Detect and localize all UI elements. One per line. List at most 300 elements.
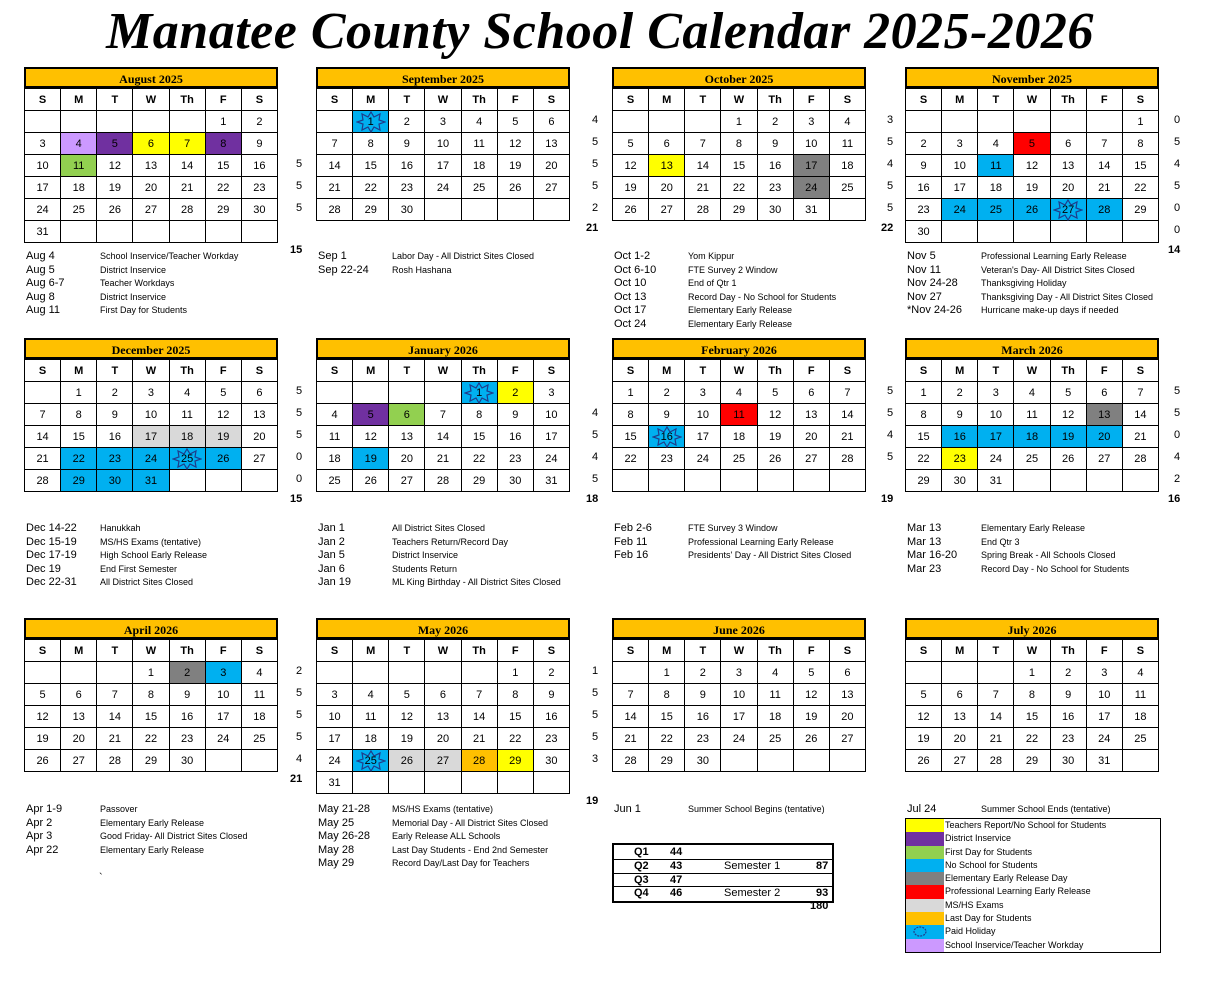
day-cell: 23 (169, 728, 205, 750)
day-cell (353, 662, 389, 684)
day-cell (389, 382, 425, 404)
note-item (26, 304, 238, 318)
month-grid (905, 639, 1159, 772)
day-cell: 18 (61, 177, 97, 199)
day-cell: 9 (533, 684, 569, 706)
month-total: 19 (586, 795, 599, 807)
day-cell (205, 750, 241, 772)
week-total: 4 (887, 158, 894, 170)
day-cell: 21 (685, 177, 721, 199)
day-cell (133, 221, 169, 243)
note-item (614, 522, 851, 536)
legend-label: First Day for Students (945, 846, 1033, 857)
day-cell: 18 (1122, 706, 1158, 728)
note-text: ML King Birthday - All District Sites Closed (392, 577, 561, 588)
month-total: 16 (1168, 493, 1181, 505)
week-row (317, 706, 570, 728)
week-total: 5 (1174, 407, 1181, 419)
day-cell: 26 (497, 177, 533, 199)
week-row (317, 133, 570, 155)
day-cell: 10 (1086, 684, 1122, 706)
week-total: 0 (296, 451, 303, 463)
note-text: School Inservice/Teacher Workday (100, 251, 239, 261)
day-cell: 7 (829, 382, 865, 404)
day-cell (97, 111, 133, 133)
day-cell: 21 (97, 728, 133, 750)
day-cell: 29 (133, 750, 169, 772)
day-cell: 2 (906, 133, 942, 155)
day-cell: 1 (61, 382, 97, 404)
day-cell: 7 (613, 684, 649, 706)
day-cell: 1 (205, 111, 241, 133)
weekday-header: F (1086, 89, 1122, 111)
day-cell: 30 (906, 221, 942, 243)
weekday-header: S (906, 89, 942, 111)
day-cell: 29 (205, 199, 241, 221)
note-date: Mar 16-20 (907, 549, 958, 562)
day-cell: 20 (389, 448, 425, 470)
note-item (26, 563, 207, 577)
week-total: 4 (592, 451, 599, 463)
week-total: 5 (887, 385, 894, 397)
note-date: May 29 (318, 857, 355, 870)
day-cell (241, 750, 277, 772)
note-item (26, 522, 207, 536)
note-text: Record Day/Last Day for Teachers (392, 858, 530, 869)
day-cell: 25 (1014, 448, 1050, 470)
day-cell: 7 (1122, 382, 1158, 404)
weekday-header: T (97, 360, 133, 382)
day-cell: 17 (685, 426, 721, 448)
weekday-header: S (829, 640, 865, 662)
week-row (25, 448, 278, 470)
week-row (317, 426, 570, 448)
day-cell: 8 (461, 404, 497, 426)
month-title: March 2026 (905, 338, 1159, 359)
day-cell: 8 (61, 404, 97, 426)
week-total: 1 (592, 665, 599, 677)
month-january-2026 (316, 338, 570, 492)
month-grid (316, 88, 570, 221)
week-row (317, 684, 570, 706)
week-total: 4 (1174, 451, 1181, 463)
weekday-header: Th (169, 89, 205, 111)
weekday-header: M (942, 89, 978, 111)
day-cell: 5 (205, 382, 241, 404)
day-cell: 9 (649, 404, 685, 426)
day-cell (425, 382, 461, 404)
day-cell: 16 (497, 426, 533, 448)
day-cell: 28 (978, 750, 1014, 772)
legend-swatch (906, 859, 944, 872)
month-title: May 2026 (316, 618, 570, 639)
week-row (906, 133, 1159, 155)
day-cell: 8 (205, 133, 241, 155)
day-cell: 8 (1014, 684, 1050, 706)
weekday-header: S (613, 640, 649, 662)
note-text: All District Sites Closed (100, 577, 194, 588)
weekday-header: T (978, 360, 1014, 382)
day-cell: 16 (685, 706, 721, 728)
day-cell: 6 (389, 404, 425, 426)
note-date: Aug 11 (26, 304, 61, 317)
weekday-header: M (942, 640, 978, 662)
month-notes (318, 803, 548, 871)
day-cell: 5 (793, 662, 829, 684)
day-cell: 10 (425, 133, 461, 155)
day-cell: 28 (1122, 448, 1158, 470)
day-cell: 14 (169, 155, 205, 177)
month-title: June 2026 (612, 618, 866, 639)
day-cell: 28 (97, 750, 133, 772)
day-cell (1050, 221, 1086, 243)
day-cell: 28 (317, 199, 353, 221)
day-cell: 11 (169, 404, 205, 426)
day-cell: 24 (721, 728, 757, 750)
month-title: August 2025 (24, 67, 278, 88)
day-cell: 3 (317, 684, 353, 706)
day-cell: 4 (317, 404, 353, 426)
day-cell: 9 (906, 155, 942, 177)
day-cell: 19 (906, 728, 942, 750)
day-cell: 6 (133, 133, 169, 155)
weekday-header: F (793, 89, 829, 111)
day-cell: 13 (1086, 404, 1122, 426)
day-cell: 30 (685, 750, 721, 772)
day-cell (1122, 221, 1158, 243)
day-cell: 29 (353, 199, 389, 221)
day-cell: 6 (649, 133, 685, 155)
day-cell: 30 (757, 199, 793, 221)
day-cell: 11 (1014, 404, 1050, 426)
day-cell: 30 (389, 199, 425, 221)
month-april-2026 (24, 618, 278, 772)
week-total: 2 (592, 202, 599, 214)
week-row (25, 221, 278, 243)
day-cell: 11 (461, 133, 497, 155)
weekday-header: S (241, 89, 277, 111)
note-date: Jan 2 (318, 535, 345, 548)
weekday-header: T (978, 640, 1014, 662)
day-cell: 13 (1050, 155, 1086, 177)
week-row (613, 382, 866, 404)
day-cell: 5 (97, 133, 133, 155)
q2-days: 43 (670, 860, 683, 872)
week-row (906, 706, 1159, 728)
day-cell (757, 750, 793, 772)
day-cell: 6 (425, 684, 461, 706)
day-cell: 10 (721, 684, 757, 706)
day-cell: 4 (721, 382, 757, 404)
day-cell: 5 (757, 382, 793, 404)
legend-label: School Inservice/Teacher Workday (945, 939, 1084, 950)
weekday-header: Th (169, 640, 205, 662)
week-row (906, 221, 1159, 243)
day-cell: 18 (169, 426, 205, 448)
note-item (907, 277, 1153, 291)
day-cell (978, 662, 1014, 684)
week-total: 5 (592, 429, 599, 441)
week-total: 2 (1174, 473, 1181, 485)
day-cell: 8 (353, 133, 389, 155)
week-row (613, 728, 866, 750)
day-cell: 9 (942, 404, 978, 426)
day-cell: 23 (497, 448, 533, 470)
day-cell: 25 (169, 448, 205, 470)
note-item (26, 536, 207, 550)
day-cell (497, 199, 533, 221)
note-text: Rosh Hashana (392, 264, 452, 275)
day-cell: 31 (133, 470, 169, 492)
month-title: February 2026 (612, 338, 866, 359)
day-cell: 5 (25, 684, 61, 706)
day-cell: 8 (497, 684, 533, 706)
note-item (614, 549, 851, 563)
note-text: Early Release ALL Schools (392, 831, 501, 842)
day-cell: 25 (1122, 728, 1158, 750)
month-notes (614, 803, 825, 817)
day-cell: 20 (942, 728, 978, 750)
q1-label: Q1 (634, 846, 649, 858)
day-cell: 18 (1014, 426, 1050, 448)
note-item (907, 304, 1153, 318)
day-cell: 11 (757, 684, 793, 706)
day-cell: 11 (61, 155, 97, 177)
day-cell: 30 (1050, 750, 1086, 772)
note-text: Professional Learning Early Release (688, 536, 834, 547)
day-cell: 10 (25, 155, 61, 177)
note-item (318, 522, 561, 536)
day-cell: 18 (978, 177, 1014, 199)
day-cell: 16 (533, 706, 569, 728)
month-august-2025 (24, 67, 278, 243)
note-text: Yom Kippur (688, 251, 735, 261)
note-text: District Inservice (392, 550, 459, 561)
day-cell: 20 (649, 177, 685, 199)
day-cell: 24 (793, 177, 829, 199)
day-cell: 23 (649, 448, 685, 470)
day-cell: 30 (169, 750, 205, 772)
day-cell (942, 662, 978, 684)
day-cell: 4 (461, 111, 497, 133)
note-item (318, 830, 548, 844)
day-cell: 22 (133, 728, 169, 750)
note-date: Oct 17 (614, 304, 647, 317)
day-cell (829, 750, 865, 772)
weekday-header: S (906, 640, 942, 662)
weekday-header: Th (169, 360, 205, 382)
day-cell: 10 (685, 404, 721, 426)
note-item (318, 549, 561, 563)
day-cell: 13 (61, 706, 97, 728)
day-cell: 9 (1050, 684, 1086, 706)
day-cell: 22 (1122, 177, 1158, 199)
day-cell: 23 (97, 448, 133, 470)
day-cell: 17 (942, 177, 978, 199)
note-date: Apr 1-9 (26, 803, 63, 815)
day-cell (613, 662, 649, 684)
day-cell: 21 (978, 728, 1014, 750)
day-cell: 28 (685, 199, 721, 221)
day-cell: 19 (1014, 177, 1050, 199)
week-row (906, 662, 1159, 684)
weekday-header: Th (461, 360, 497, 382)
month-total: 15 (290, 244, 303, 256)
note-date: Dec 19 (26, 562, 61, 575)
day-cell (389, 662, 425, 684)
day-cell: 10 (533, 404, 569, 426)
day-cell (978, 111, 1014, 133)
day-cell (613, 111, 649, 133)
week-row (25, 133, 278, 155)
day-cell: 28 (425, 470, 461, 492)
note-text: Record Day - No School for Students (981, 563, 1130, 574)
month-notes (26, 250, 238, 318)
month-grid (316, 639, 570, 794)
day-cell: 12 (25, 706, 61, 728)
month-notes (614, 250, 836, 332)
day-cell (133, 111, 169, 133)
note-item (614, 318, 836, 332)
day-cell (425, 772, 461, 794)
day-cell: 20 (241, 426, 277, 448)
week-row (25, 426, 278, 448)
note-text: Summer School Begins (tentative) (688, 804, 825, 814)
week-row (317, 728, 570, 750)
day-cell (1050, 470, 1086, 492)
day-cell: 15 (1122, 155, 1158, 177)
note-date: Jan 19 (318, 576, 352, 589)
weekday-header: T (685, 360, 721, 382)
day-cell (1014, 111, 1050, 133)
day-cell: 27 (425, 750, 461, 772)
note-item (26, 549, 207, 563)
day-cell: 12 (205, 404, 241, 426)
day-cell: 2 (97, 382, 133, 404)
day-cell: 12 (613, 155, 649, 177)
day-cell: 20 (1086, 426, 1122, 448)
week-row (25, 706, 278, 728)
day-cell: 27 (1086, 448, 1122, 470)
weekday-header: F (793, 360, 829, 382)
week-total: 5 (592, 709, 599, 721)
note-item (318, 803, 548, 817)
weekday-header: W (425, 640, 461, 662)
note-item (907, 522, 1129, 536)
note-date: Nov 11 (907, 263, 942, 276)
day-cell: 23 (757, 177, 793, 199)
month-july-2026 (905, 618, 1159, 772)
legend-label: Paid Holiday (945, 926, 996, 937)
day-cell: 21 (1086, 177, 1122, 199)
legend-swatch (906, 885, 944, 898)
day-cell: 16 (97, 426, 133, 448)
note-text: Good Friday- All District Sites Closed (100, 831, 248, 842)
day-cell: 22 (461, 448, 497, 470)
day-cell (613, 470, 649, 492)
day-cell (461, 662, 497, 684)
day-cell (906, 662, 942, 684)
day-cell: 23 (241, 177, 277, 199)
note-text: Elementary Early Release (981, 523, 1086, 533)
day-cell: 22 (649, 728, 685, 750)
day-cell: 16 (906, 177, 942, 199)
week-total: 5 (296, 731, 303, 743)
day-cell: 10 (978, 404, 1014, 426)
day-cell: 24 (425, 177, 461, 199)
month-title: July 2026 (905, 618, 1159, 639)
note-item (907, 250, 1153, 264)
month-grid (905, 88, 1159, 243)
weekday-header: F (205, 640, 241, 662)
week-row (906, 684, 1159, 706)
day-cell: 26 (205, 448, 241, 470)
day-cell: 23 (942, 448, 978, 470)
weekday-header: S (317, 640, 353, 662)
day-cell: 1 (1014, 662, 1050, 684)
day-cell (425, 199, 461, 221)
note-text: Summer School Ends (tentative) (981, 804, 1111, 814)
day-cell: 10 (205, 684, 241, 706)
day-cell: 11 (829, 133, 865, 155)
day-cell (353, 772, 389, 794)
month-total: 18 (586, 493, 599, 505)
day-cell: 11 (1122, 684, 1158, 706)
week-total: 5 (592, 158, 599, 170)
day-cell: 28 (461, 750, 497, 772)
legend-label: No School for Students (945, 859, 1038, 870)
week-total: 5 (296, 687, 303, 699)
day-cell: 25 (461, 177, 497, 199)
day-cell: 29 (497, 750, 533, 772)
day-cell: 31 (25, 221, 61, 243)
day-cell: 7 (97, 684, 133, 706)
day-cell (1122, 750, 1158, 772)
day-cell: 27 (1050, 199, 1086, 221)
weekday-header: M (649, 360, 685, 382)
day-cell: 6 (1050, 133, 1086, 155)
day-cell: 19 (497, 155, 533, 177)
day-cell: 29 (1122, 199, 1158, 221)
day-cell (241, 221, 277, 243)
day-cell: 5 (906, 684, 942, 706)
day-cell: 4 (829, 111, 865, 133)
day-cell (829, 470, 865, 492)
note-text: Students Return (392, 563, 458, 574)
day-cell: 2 (942, 382, 978, 404)
note-date: Jan 1 (318, 522, 345, 534)
day-cell: 23 (685, 728, 721, 750)
day-cell: 31 (533, 470, 569, 492)
day-cell: 17 (1086, 706, 1122, 728)
day-cell: 27 (389, 470, 425, 492)
day-cell: 20 (793, 426, 829, 448)
day-cell: 13 (241, 404, 277, 426)
weekday-header: Th (461, 640, 497, 662)
weekday-header: M (61, 89, 97, 111)
week-total: 0 (1174, 114, 1181, 126)
day-cell (978, 221, 1014, 243)
note-item (907, 536, 1129, 550)
day-cell: 14 (978, 706, 1014, 728)
day-cell: 9 (685, 684, 721, 706)
day-cell (205, 221, 241, 243)
day-cell: 14 (613, 706, 649, 728)
legend-item (906, 859, 1160, 872)
week-row (317, 404, 570, 426)
note-date: Apr 3 (26, 830, 53, 843)
note-item (26, 264, 238, 278)
